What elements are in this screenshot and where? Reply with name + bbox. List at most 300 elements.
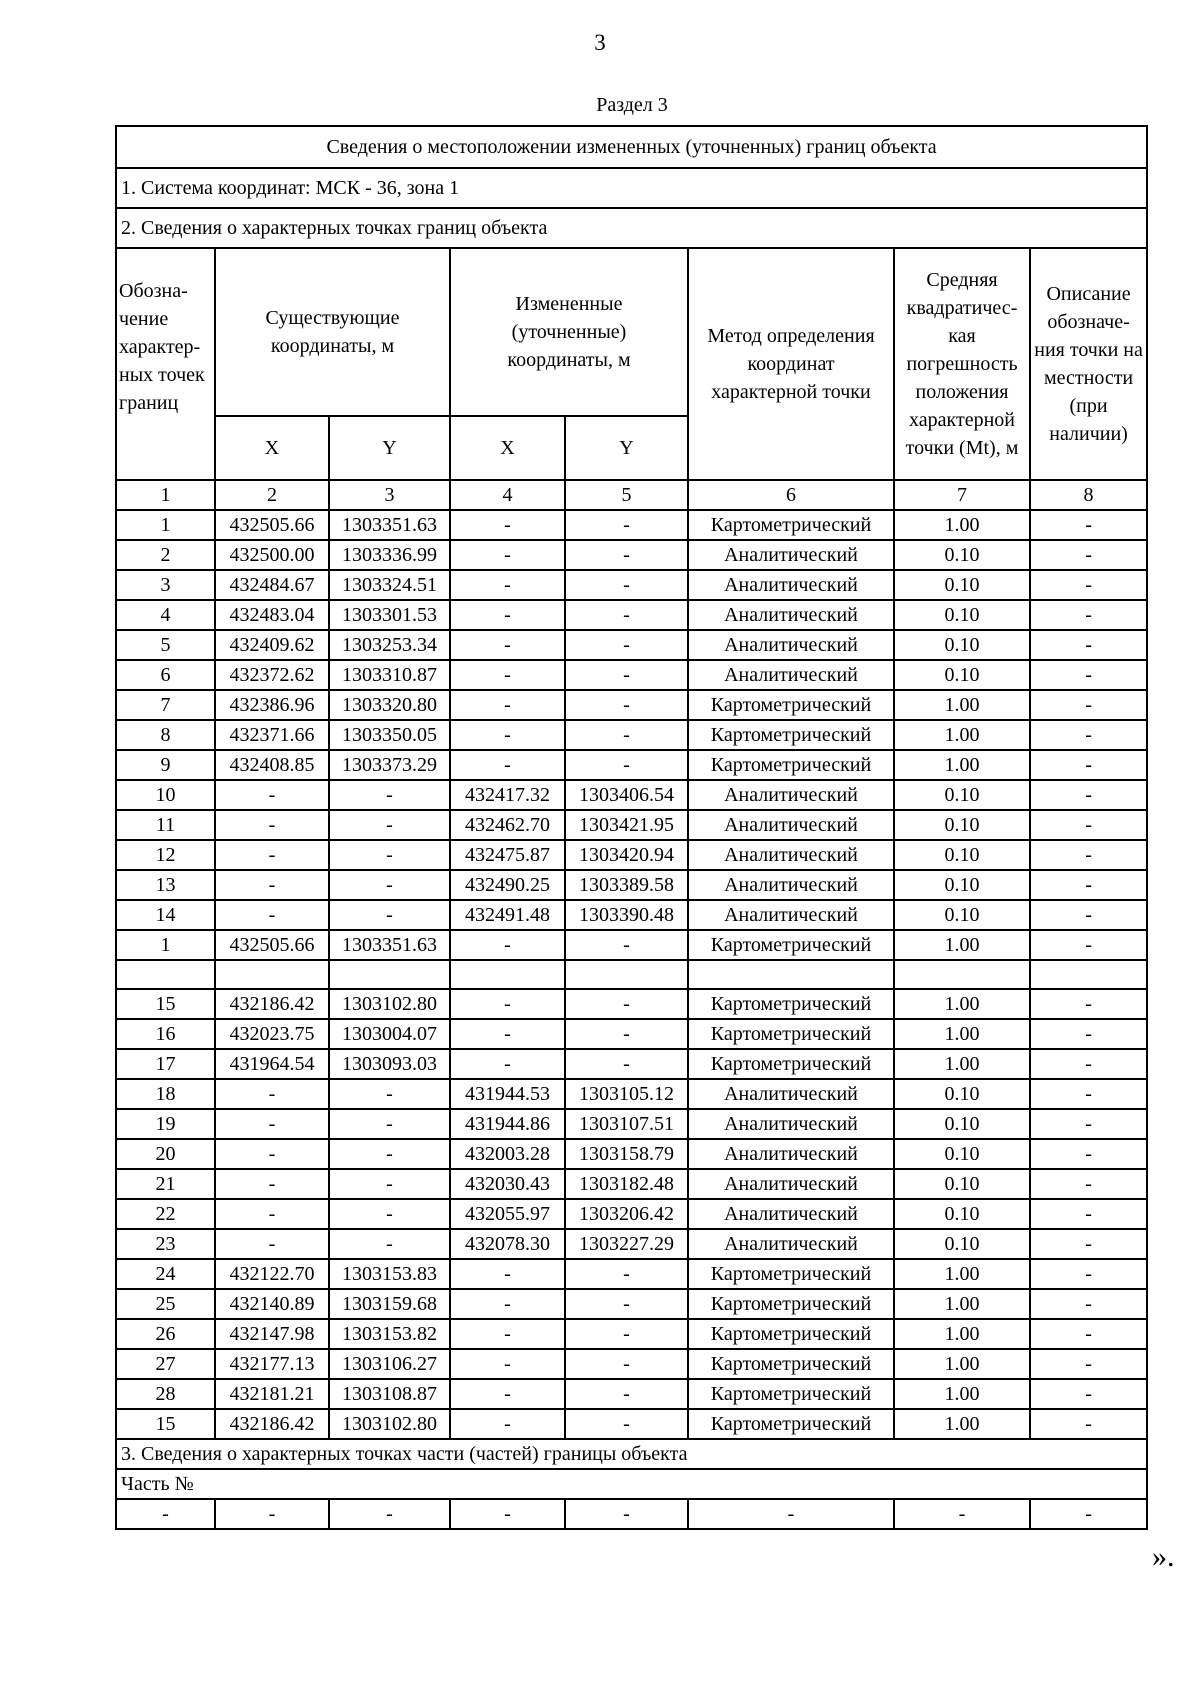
table-row [116, 720, 1147, 750]
table-cell: Аналитический [688, 1229, 894, 1259]
table-cell: Картометрический [688, 1289, 894, 1319]
table-cell: 1.00 [894, 690, 1030, 720]
header-changed-x: X [450, 416, 565, 480]
table-cell: - [215, 810, 329, 840]
table-cell: 1.00 [894, 1349, 1030, 1379]
table-cell: - [894, 1499, 1030, 1529]
table-cell: 14 [116, 900, 215, 930]
table-cell: 432408.85 [215, 750, 329, 780]
table-cell: 1.00 [894, 510, 1030, 540]
table-cell: 1303093.03 [329, 1049, 450, 1079]
table-cell: - [565, 1349, 688, 1379]
header-existing-y: Y [329, 416, 450, 480]
table-cell: - [565, 1019, 688, 1049]
table-cell: - [1030, 600, 1147, 630]
table-cell: - [1030, 720, 1147, 750]
table-cell: - [1030, 540, 1147, 570]
table-cell: 0.10 [894, 660, 1030, 690]
table-cell: 432371.66 [215, 720, 329, 750]
table-cell: 1303420.94 [565, 840, 688, 870]
table-row [116, 1259, 1147, 1289]
table-cell: 1.00 [894, 1409, 1030, 1439]
table-cell: - [215, 1199, 329, 1229]
table-cell: 432186.42 [215, 989, 329, 1019]
table-cell: - [565, 1259, 688, 1289]
table-row [116, 840, 1147, 870]
table-cell: - [329, 840, 450, 870]
table-cell: 431944.86 [450, 1109, 565, 1139]
table-cell: 1303107.51 [565, 1109, 688, 1139]
table-cell: 10 [116, 780, 215, 810]
table-cell: - [1030, 1409, 1147, 1439]
table-cell: - [450, 570, 565, 600]
table-row [116, 900, 1147, 930]
table-cell: 24 [116, 1259, 215, 1289]
table-title: Сведения о местоположении измененных (уточненных) границ объекта [116, 126, 1147, 168]
table-cell: - [329, 1169, 450, 1199]
table-cell: 1.00 [894, 989, 1030, 1019]
table-cell: 20 [116, 1139, 215, 1169]
table-cell: 8 [116, 720, 215, 750]
table-cell: 1303373.29 [329, 750, 450, 780]
table-cell: 1 [116, 510, 215, 540]
table-cell: - [565, 600, 688, 630]
table-cell: 17 [116, 1049, 215, 1079]
table-cell: - [1030, 1319, 1147, 1349]
header-changed: Измененные (уточненные) координаты, м [450, 248, 688, 416]
table-cell: 1303351.63 [329, 510, 450, 540]
table-cell: 432055.97 [450, 1199, 565, 1229]
table-row [116, 989, 1147, 1019]
table-cell: Картометрический [688, 720, 894, 750]
table-cell: - [1030, 510, 1147, 540]
table-cell: 432462.70 [450, 810, 565, 840]
table-cell: - [215, 1139, 329, 1169]
table-cell: 0.10 [894, 1079, 1030, 1109]
table-cell: - [450, 930, 565, 960]
table-cell: - [688, 1499, 894, 1529]
header-description: Описание обозначе-ния точки на местности (при наличии) [1030, 248, 1147, 480]
table-cell: 1303421.95 [565, 810, 688, 840]
table-cell: 1.00 [894, 1259, 1030, 1289]
table-row [116, 1349, 1147, 1379]
table-cell: - [565, 930, 688, 960]
header-error: Средняя квадратичес-кая погрешность положения характерной точки (Mt), м [894, 248, 1030, 480]
header-existing: Существующие координаты, м [215, 248, 450, 416]
table-cell: 432491.48 [450, 900, 565, 930]
table-cell: 16 [116, 1019, 215, 1049]
column-number: 8 [1030, 480, 1147, 510]
table-cell: - [565, 660, 688, 690]
table-cell: - [215, 900, 329, 930]
table-cell: - [1030, 1379, 1147, 1409]
table-row [116, 930, 1147, 960]
table-cell: - [450, 1349, 565, 1379]
table-cell: - [565, 720, 688, 750]
table-cell: - [1030, 570, 1147, 600]
table-cell: 432386.96 [215, 690, 329, 720]
table-row [116, 1019, 1147, 1049]
table-cell: 431944.53 [450, 1079, 565, 1109]
table-cell: - [1030, 1259, 1147, 1289]
table-cell: Аналитический [688, 900, 894, 930]
table-cell: - [215, 840, 329, 870]
table-cell: Картометрический [688, 1319, 894, 1349]
table-cell: 1303350.05 [329, 720, 450, 750]
table-cell: - [1030, 1019, 1147, 1049]
table-cell: 432372.62 [215, 660, 329, 690]
table-cell: - [329, 870, 450, 900]
separator-row [116, 960, 1147, 989]
table-cell: - [450, 1379, 565, 1409]
table-cell: 1.00 [894, 1379, 1030, 1409]
table-cell: 1303182.48 [565, 1169, 688, 1199]
table-cell: 432122.70 [215, 1259, 329, 1289]
table-cell: 0.10 [894, 840, 1030, 870]
table-cell: 1.00 [894, 1049, 1030, 1079]
table-cell: 0.10 [894, 630, 1030, 660]
table-cell: 0.10 [894, 780, 1030, 810]
table-cell: 0.10 [894, 600, 1030, 630]
table-cell: 1.00 [894, 930, 1030, 960]
table-row [116, 630, 1147, 660]
table-cell: 1.00 [894, 1289, 1030, 1319]
table-cell: Аналитический [688, 570, 894, 600]
table-cell: - [1030, 660, 1147, 690]
table-cell: 432505.66 [215, 510, 329, 540]
table-cell: - [450, 989, 565, 1019]
table-cell: 18 [116, 1079, 215, 1109]
table-cell: 1303102.80 [329, 1409, 450, 1439]
table-cell: 27 [116, 1349, 215, 1379]
table-cell: 1303159.68 [329, 1289, 450, 1319]
header-method: Метод определения координат характерной точки [688, 248, 894, 480]
table-cell: - [116, 1499, 215, 1529]
table-cell: 431964.54 [215, 1049, 329, 1079]
table-cell: 1303105.12 [565, 1079, 688, 1109]
table-cell: 1303102.80 [329, 989, 450, 1019]
table-cell: 25 [116, 1289, 215, 1319]
table-cell: 1.00 [894, 1019, 1030, 1049]
table-cell: 7 [116, 690, 215, 720]
table-cell: 23 [116, 1229, 215, 1259]
table-cell: - [329, 1199, 450, 1229]
column-number: 6 [688, 480, 894, 510]
table-cell: - [215, 780, 329, 810]
column-number: 4 [450, 480, 565, 510]
table-cell: - [450, 1289, 565, 1319]
table-row [116, 810, 1147, 840]
table-cell: - [1030, 1499, 1147, 1529]
table-cell: - [215, 1169, 329, 1199]
table-cell: 15 [116, 1409, 215, 1439]
table-cell: 432147.98 [215, 1319, 329, 1349]
table-row [116, 1079, 1147, 1109]
table-cell: 432475.87 [450, 840, 565, 870]
table-cell: 432417.32 [450, 780, 565, 810]
table-cell: - [1030, 630, 1147, 660]
table-cell: - [1030, 930, 1147, 960]
table-cell: - [1030, 1169, 1147, 1199]
table-cell: - [1030, 1229, 1147, 1259]
table-cell: - [450, 510, 565, 540]
table-cell: - [1030, 780, 1147, 810]
table-cell: - [329, 1139, 450, 1169]
table-cell: - [565, 630, 688, 660]
table-cell: 5 [116, 630, 215, 660]
section-title: Раздел 3 [596, 94, 668, 116]
table-cell: Аналитический [688, 1109, 894, 1139]
table-cell: - [329, 1109, 450, 1139]
table-cell: - [1030, 690, 1147, 720]
table-row [116, 750, 1147, 780]
table-cell: Картометрический [688, 750, 894, 780]
part-row [116, 1499, 1147, 1529]
table-cell: Картометрический [688, 930, 894, 960]
table-cell: - [565, 510, 688, 540]
header-changed-y: Y [565, 416, 688, 480]
column-number: 7 [894, 480, 1030, 510]
table-row [116, 660, 1147, 690]
table-cell: 432078.30 [450, 1229, 565, 1259]
table-cell: - [1030, 900, 1147, 930]
table-row [116, 780, 1147, 810]
table-cell: 1303406.54 [565, 780, 688, 810]
table-cell: 1.00 [894, 720, 1030, 750]
table-cell: Аналитический [688, 810, 894, 840]
table-cell: 1303336.99 [329, 540, 450, 570]
table-cell: Аналитический [688, 1139, 894, 1169]
table-cell: Картометрический [688, 1019, 894, 1049]
table-row [116, 540, 1147, 570]
table-cell: - [450, 1049, 565, 1079]
table-row [116, 1229, 1147, 1259]
table-cell: 1303108.87 [329, 1379, 450, 1409]
table-cell: Аналитический [688, 630, 894, 660]
table-cell: Картометрический [688, 1049, 894, 1079]
table-cell: - [450, 1319, 565, 1349]
table-cell: - [215, 1109, 329, 1139]
table-cell: Аналитический [688, 1199, 894, 1229]
table-cell: - [1030, 870, 1147, 900]
table-row [116, 1169, 1147, 1199]
table-cell: - [565, 989, 688, 1019]
table-cell: - [1030, 989, 1147, 1019]
table-cell: 0.10 [894, 540, 1030, 570]
table-cell: - [329, 900, 450, 930]
column-number: 1 [116, 480, 215, 510]
table-cell: - [1030, 810, 1147, 840]
table-cell: Картометрический [688, 510, 894, 540]
table-cell: 432409.62 [215, 630, 329, 660]
boundary-points-table [115, 125, 1148, 1530]
table-cell: - [450, 690, 565, 720]
table-row [116, 1379, 1147, 1409]
part-heading: 3. Сведения о характерных точках части (частей) границы объекта [116, 1439, 1147, 1469]
table-cell: 1303206.42 [565, 1199, 688, 1229]
table-cell: - [329, 1229, 450, 1259]
table-cell: - [1030, 1079, 1147, 1109]
table-cell: Аналитический [688, 1079, 894, 1109]
table-cell: 2 [116, 540, 215, 570]
table-cell: Аналитический [688, 540, 894, 570]
table-cell: 0.10 [894, 900, 1030, 930]
table-cell: - [450, 720, 565, 750]
table-cell: - [565, 690, 688, 720]
table-cell: 1303004.07 [329, 1019, 450, 1049]
table-cell: Картометрический [688, 1409, 894, 1439]
table-cell: 432500.00 [215, 540, 329, 570]
page-number: 3 [594, 30, 606, 55]
table-cell: 9 [116, 750, 215, 780]
table-cell: 12 [116, 840, 215, 870]
table-cell: - [565, 1379, 688, 1409]
table-cell: 0.10 [894, 570, 1030, 600]
table-cell: 1.00 [894, 1319, 1030, 1349]
part-number-label: Часть № [116, 1469, 1147, 1499]
table-cell: - [565, 1499, 688, 1529]
table-cell: 432177.13 [215, 1349, 329, 1379]
table-row [116, 1409, 1147, 1439]
table-cell: 432030.43 [450, 1169, 565, 1199]
table-cell: 1303390.48 [565, 900, 688, 930]
table-cell: - [1030, 1199, 1147, 1229]
table-cell: 432505.66 [215, 930, 329, 960]
table-cell: 1303389.58 [565, 870, 688, 900]
table-cell: 4 [116, 600, 215, 630]
table-cell: 432484.67 [215, 570, 329, 600]
table-cell: Аналитический [688, 840, 894, 870]
table-cell: - [450, 750, 565, 780]
table-row [116, 1049, 1147, 1079]
table-cell: - [329, 1499, 450, 1529]
table-cell: 15 [116, 989, 215, 1019]
table-cell: 1303320.80 [329, 690, 450, 720]
table-cell: 0.10 [894, 810, 1030, 840]
table-cell: - [565, 1289, 688, 1319]
table-cell: Аналитический [688, 870, 894, 900]
table-cell: Картометрический [688, 690, 894, 720]
table-cell: 0.10 [894, 1199, 1030, 1229]
table-cell: 432186.42 [215, 1409, 329, 1439]
table-cell: - [565, 750, 688, 780]
table-row [116, 1199, 1147, 1229]
table-cell: Аналитический [688, 660, 894, 690]
table-cell: - [329, 1079, 450, 1109]
table-cell: 13 [116, 870, 215, 900]
table-cell: - [1030, 840, 1147, 870]
table-cell: 3 [116, 570, 215, 600]
table-cell: - [450, 1019, 565, 1049]
table-cell: Картометрический [688, 989, 894, 1019]
table-cell: 0.10 [894, 1139, 1030, 1169]
table-cell: 432023.75 [215, 1019, 329, 1049]
table-cell: - [329, 780, 450, 810]
table-cell: 0.10 [894, 870, 1030, 900]
table-cell: - [450, 1409, 565, 1439]
table-row [116, 1319, 1147, 1349]
column-number-row [116, 480, 1147, 510]
table-cell: 432490.25 [450, 870, 565, 900]
table-row [116, 870, 1147, 900]
table-cell: - [450, 630, 565, 660]
table-cell: - [450, 660, 565, 690]
table-row [116, 510, 1147, 540]
table-row [116, 1139, 1147, 1169]
table-cell: - [1030, 1049, 1147, 1079]
table-cell: - [565, 540, 688, 570]
column-number: 2 [215, 480, 329, 510]
table-cell: Аналитический [688, 780, 894, 810]
table-cell: 1 [116, 930, 215, 960]
table-cell: 1.00 [894, 750, 1030, 780]
table-cell: 1303158.79 [565, 1139, 688, 1169]
table-cell: - [450, 1499, 565, 1529]
table-cell: - [215, 1079, 329, 1109]
table-cell: 19 [116, 1109, 215, 1139]
table-cell: 1303324.51 [329, 570, 450, 600]
table-cell: 1303253.34 [329, 630, 450, 660]
coord-system: 1. Система координат: МСК - 36, зона 1 [116, 168, 1147, 208]
header-designation: Обозна-чение характер-ных точек границ [116, 248, 215, 480]
table-cell: - [565, 1409, 688, 1439]
table-row [116, 570, 1147, 600]
table-cell: 0.10 [894, 1169, 1030, 1199]
table-cell: - [450, 600, 565, 630]
table-cell: - [215, 1229, 329, 1259]
table-cell: 432483.04 [215, 600, 329, 630]
table-cell: - [215, 1499, 329, 1529]
table-cell: 0.10 [894, 1109, 1030, 1139]
table-row [116, 690, 1147, 720]
table-cell: 28 [116, 1379, 215, 1409]
table-cell: Картометрический [688, 1379, 894, 1409]
column-number: 5 [565, 480, 688, 510]
table-cell: 432003.28 [450, 1139, 565, 1169]
table-cell: 1303310.87 [329, 660, 450, 690]
table-row [116, 1289, 1147, 1319]
column-number: 3 [329, 480, 450, 510]
table-cell: 1303301.53 [329, 600, 450, 630]
table-cell: 432181.21 [215, 1379, 329, 1409]
points-heading: 2. Сведения о характерных точках границ объекта [116, 208, 1147, 248]
table-cell: - [1030, 1289, 1147, 1319]
table-cell: - [329, 810, 450, 840]
table-cell: - [1030, 1109, 1147, 1139]
table-cell: 432140.89 [215, 1289, 329, 1319]
table-cell: 1303227.29 [565, 1229, 688, 1259]
table-cell: - [1030, 1349, 1147, 1379]
table-cell: - [565, 1049, 688, 1079]
table-row [116, 1109, 1147, 1139]
table-cell: 21 [116, 1169, 215, 1199]
table-cell: Картометрический [688, 1259, 894, 1289]
table-cell: Аналитический [688, 600, 894, 630]
table-cell: - [565, 570, 688, 600]
table-cell: Аналитический [688, 1169, 894, 1199]
table-cell: - [1030, 750, 1147, 780]
table-cell: - [215, 870, 329, 900]
table-row [116, 600, 1147, 630]
table-cell: 6 [116, 660, 215, 690]
table-cell: - [565, 1319, 688, 1349]
table-cell: 22 [116, 1199, 215, 1229]
table-cell: 1303153.83 [329, 1259, 450, 1289]
table-cell: - [450, 540, 565, 570]
table-cell: - [1030, 1139, 1147, 1169]
table-cell: 11 [116, 810, 215, 840]
closing-mark: ». [1152, 1540, 1175, 1573]
